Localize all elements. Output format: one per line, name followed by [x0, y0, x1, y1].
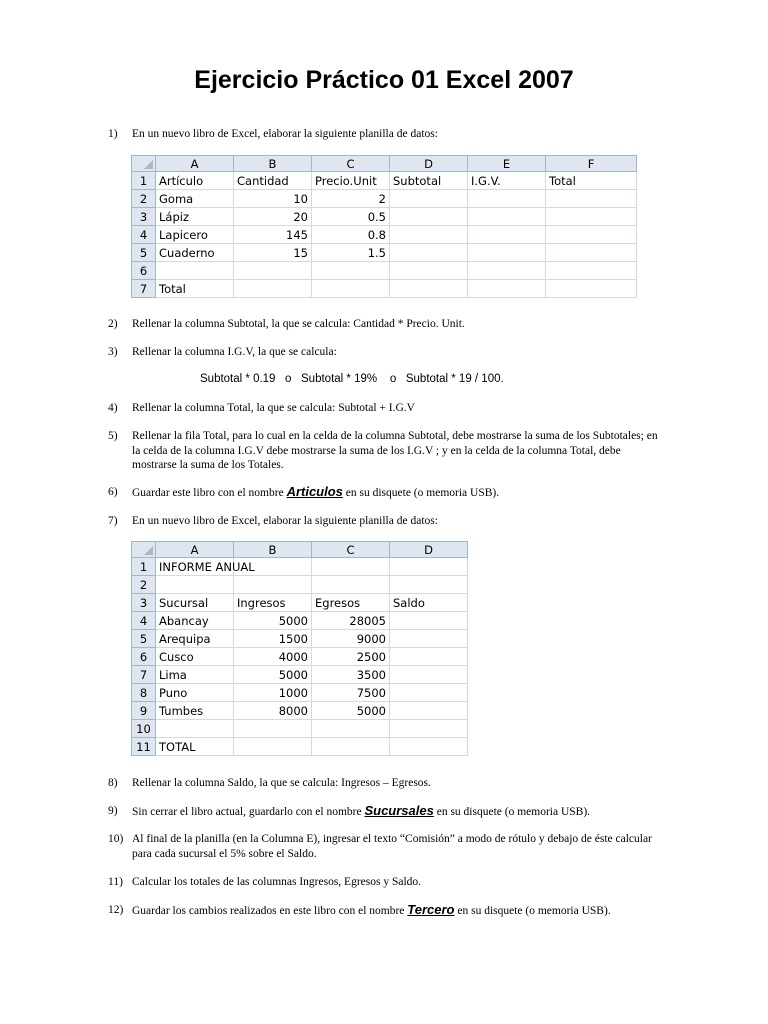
instruction-text: Rellenar la columna Total, la que se calcula: Subtotal + I.G.V: [132, 402, 415, 414]
table-row: [132, 702, 468, 720]
cell[interactable]: 28005: [312, 612, 390, 630]
row-header[interactable]: 1: [132, 558, 156, 576]
row-header[interactable]: 4: [132, 612, 156, 630]
cell[interactable]: [156, 576, 234, 594]
instruction-number: 11): [108, 876, 123, 888]
row-header[interactable]: 10: [132, 720, 156, 738]
instruction-text: Rellenar la fila Total, para lo cual en la celda de la columna Subtotal, debe mostrarse la suma de los Subtotales; en la celda de la columna I.G.V debe mostrarse la suma de los I.G.V ; y en la celda de la columna Total, debe mostrarse la suma de los Totales.: [132, 430, 658, 471]
cell[interactable]: Total: [546, 172, 637, 190]
table-row: [132, 594, 468, 612]
cell[interactable]: Lima: [156, 666, 234, 684]
cell[interactable]: [468, 244, 546, 262]
instruction-text: Rellenar la columna Saldo, la que se calcula: Ingresos – Egresos.: [132, 777, 431, 789]
instruction-text: En un nuevo libro de Excel, elaborar la siguiente planilla de datos:: [132, 128, 438, 140]
instruction-number: 10): [108, 833, 124, 845]
table-row: [132, 720, 468, 738]
row-header[interactable]: 11: [132, 738, 156, 756]
cell[interactable]: [312, 738, 390, 756]
instruction-text: [132, 804, 662, 820]
page-title: Ejercicio Práctico 01 Excel 2007: [194, 66, 574, 94]
igv-formula: Subtotal * 0.19 o Subtotal * 19% o Subtotal * 19 / 100.: [200, 373, 504, 385]
cell[interactable]: 7500: [312, 684, 390, 702]
spreadsheet-articulos: [131, 155, 637, 298]
cell[interactable]: TOTAL: [156, 738, 234, 756]
column-header[interactable]: B: [234, 156, 312, 172]
cell[interactable]: [390, 648, 468, 666]
cell[interactable]: [312, 576, 390, 594]
instruction-number: 6): [108, 486, 118, 498]
text-after: en su disquete (o memoria USB).: [433, 806, 591, 818]
cell[interactable]: 4000: [234, 648, 312, 666]
row-header[interactable]: 8: [132, 684, 156, 702]
text-after: en su disquete (o memoria USB).: [454, 905, 611, 917]
cell[interactable]: [390, 280, 468, 298]
cell[interactable]: [546, 208, 637, 226]
cell[interactable]: 145: [234, 226, 312, 244]
filename-tercero: Tercero: [407, 902, 455, 917]
instruction-text: En un nuevo libro de Excel, elaborar la siguiente planilla de datos:: [132, 515, 438, 527]
instruction-number: 3): [108, 346, 118, 358]
cell[interactable]: Cusco: [156, 648, 234, 666]
column-header[interactable]: A: [156, 156, 234, 172]
instruction-number: 8): [108, 777, 118, 789]
cell[interactable]: [468, 190, 546, 208]
cell[interactable]: Cuaderno: [156, 244, 234, 262]
cell[interactable]: 1000: [234, 684, 312, 702]
row-header[interactable]: 9: [132, 702, 156, 720]
row-header[interactable]: 3: [132, 594, 156, 612]
instruction-number: 1): [108, 128, 118, 140]
cell[interactable]: 9000: [312, 630, 390, 648]
cell[interactable]: [390, 684, 468, 702]
instruction-text: Al final de la planilla (en la Columna E), ingresar el texto “Comisión” a modo de rótulo y debajo de éste calcular para cada sucursal el 5% sobre el Saldo.: [132, 833, 652, 860]
text-before: Guardar los cambios realizados en este libro con el nombre: [132, 905, 408, 917]
select-all-corner[interactable]: [132, 542, 156, 558]
cell[interactable]: [390, 244, 468, 262]
cell[interactable]: [468, 262, 546, 280]
instruction-number: 2): [108, 318, 118, 330]
text-before: Guardar este libro con el nombre: [132, 487, 287, 499]
table-row: [132, 612, 468, 630]
cell[interactable]: [390, 262, 468, 280]
instruction-text: Rellenar la columna Subtotal, la que se calcula: Cantidad * Precio. Unit.: [132, 318, 465, 330]
cell[interactable]: Egresos: [312, 594, 390, 612]
cell[interactable]: [390, 702, 468, 720]
table-row: [132, 630, 468, 648]
cell[interactable]: [390, 190, 468, 208]
text-after: en su disquete (o memoria USB).: [342, 487, 500, 499]
cell[interactable]: [468, 208, 546, 226]
cell[interactable]: [468, 280, 546, 298]
row-header[interactable]: 3: [132, 208, 156, 226]
row-header[interactable]: 2: [132, 190, 156, 208]
cell[interactable]: Lapicero: [156, 226, 234, 244]
table-row: [132, 738, 468, 756]
cell[interactable]: Artículo: [156, 172, 234, 190]
cell[interactable]: Saldo: [390, 594, 468, 612]
row-header[interactable]: 5: [132, 630, 156, 648]
row-header[interactable]: 5: [132, 244, 156, 262]
column-header[interactable]: F: [546, 156, 637, 172]
cell[interactable]: 2500: [312, 648, 390, 666]
cell[interactable]: Goma: [156, 190, 234, 208]
cell[interactable]: [546, 190, 637, 208]
table-row: [132, 666, 468, 684]
cell[interactable]: 0.5: [312, 208, 390, 226]
cell[interactable]: 8000: [234, 702, 312, 720]
instruction-number: 7): [108, 515, 118, 527]
cell[interactable]: [390, 666, 468, 684]
cell[interactable]: 1500: [234, 630, 312, 648]
cell[interactable]: Precio.Unit: [312, 172, 390, 190]
cell[interactable]: I.G.V.: [468, 172, 546, 190]
cell[interactable]: [390, 612, 468, 630]
cell[interactable]: Tumbes: [156, 702, 234, 720]
row-header[interactable]: 4: [132, 226, 156, 244]
cell[interactable]: [234, 738, 312, 756]
row-header[interactable]: 6: [132, 648, 156, 666]
cell[interactable]: 15: [234, 244, 312, 262]
column-header[interactable]: A: [156, 542, 234, 558]
instruction-number: 4): [108, 402, 118, 414]
instruction-text: [132, 903, 662, 919]
cell[interactable]: [546, 262, 637, 280]
table-row: [132, 558, 468, 576]
cell[interactable]: Sucursal: [156, 594, 234, 612]
cell[interactable]: 20: [234, 208, 312, 226]
row-header[interactable]: 2: [132, 576, 156, 594]
cell[interactable]: 10: [234, 190, 312, 208]
filename-sucursales: Sucursales: [364, 803, 434, 818]
column-header[interactable]: C: [312, 156, 390, 172]
text-before: Sin cerrar el libro actual, guardarlo con el nombre: [132, 806, 365, 818]
table-row: [132, 576, 468, 594]
table-row: [132, 244, 637, 262]
cell[interactable]: Puno: [156, 684, 234, 702]
table-row: [132, 280, 637, 298]
cell[interactable]: [312, 280, 390, 298]
cell[interactable]: 2: [312, 190, 390, 208]
table-row: [132, 226, 637, 244]
cell[interactable]: [156, 720, 234, 738]
table-row: [132, 648, 468, 666]
cell[interactable]: 5000: [312, 702, 390, 720]
cell[interactable]: INFORME ANUAL: [156, 558, 234, 576]
filename-articulos: Articulos: [286, 484, 343, 499]
cell[interactable]: Total: [156, 280, 234, 298]
cell[interactable]: [468, 226, 546, 244]
row-header[interactable]: 1: [132, 172, 156, 190]
cell[interactable]: [546, 226, 637, 244]
cell[interactable]: [390, 738, 468, 756]
instruction-text: Rellenar la columna I.G.V, la que se calcula:: [132, 346, 337, 358]
cell[interactable]: 3500: [312, 666, 390, 684]
cell[interactable]: [234, 720, 312, 738]
column-header[interactable]: D: [390, 156, 468, 172]
cell[interactable]: 0.8: [312, 226, 390, 244]
cell[interactable]: [156, 262, 234, 280]
table-row: [132, 262, 637, 280]
cell[interactable]: [234, 576, 312, 594]
cell[interactable]: [312, 720, 390, 738]
instruction-number: 9): [108, 805, 118, 817]
instruction-number: 5): [108, 430, 118, 442]
column-header[interactable]: D: [390, 542, 468, 558]
cell[interactable]: [390, 720, 468, 738]
table-row: [132, 172, 637, 190]
column-header[interactable]: E: [468, 156, 546, 172]
instruction-text: [132, 485, 662, 501]
instruction-text: Calcular los totales de las columnas Ingresos, Egresos y Saldo.: [132, 876, 422, 888]
cell[interactable]: [234, 280, 312, 298]
row-header[interactable]: 6: [132, 262, 156, 280]
cell[interactable]: 5000: [234, 666, 312, 684]
spreadsheet-sucursales: [131, 541, 468, 756]
cell[interactable]: [312, 262, 390, 280]
cell[interactable]: Lápiz: [156, 208, 234, 226]
cell[interactable]: Abancay: [156, 612, 234, 630]
row-header[interactable]: 7: [132, 280, 156, 298]
cell[interactable]: [390, 208, 468, 226]
cell[interactable]: [546, 280, 637, 298]
cell[interactable]: [390, 576, 468, 594]
cell[interactable]: Subtotal: [390, 172, 468, 190]
row-header[interactable]: 7: [132, 666, 156, 684]
column-header[interactable]: B: [234, 542, 312, 558]
instruction-number: 12): [108, 904, 124, 916]
cell[interactable]: 1.5: [312, 244, 390, 262]
select-all-corner[interactable]: [132, 156, 156, 172]
cell[interactable]: [390, 558, 468, 576]
cell[interactable]: [390, 630, 468, 648]
column-header[interactable]: C: [312, 542, 390, 558]
table-row: [132, 684, 468, 702]
cell[interactable]: [312, 558, 390, 576]
cell[interactable]: Ingresos: [234, 594, 312, 612]
cell[interactable]: [390, 226, 468, 244]
cell[interactable]: [546, 244, 637, 262]
cell[interactable]: Arequipa: [156, 630, 234, 648]
table-row: [132, 190, 637, 208]
table-row: [132, 208, 637, 226]
cell[interactable]: [234, 262, 312, 280]
cell[interactable]: 5000: [234, 612, 312, 630]
cell[interactable]: Cantidad: [234, 172, 312, 190]
